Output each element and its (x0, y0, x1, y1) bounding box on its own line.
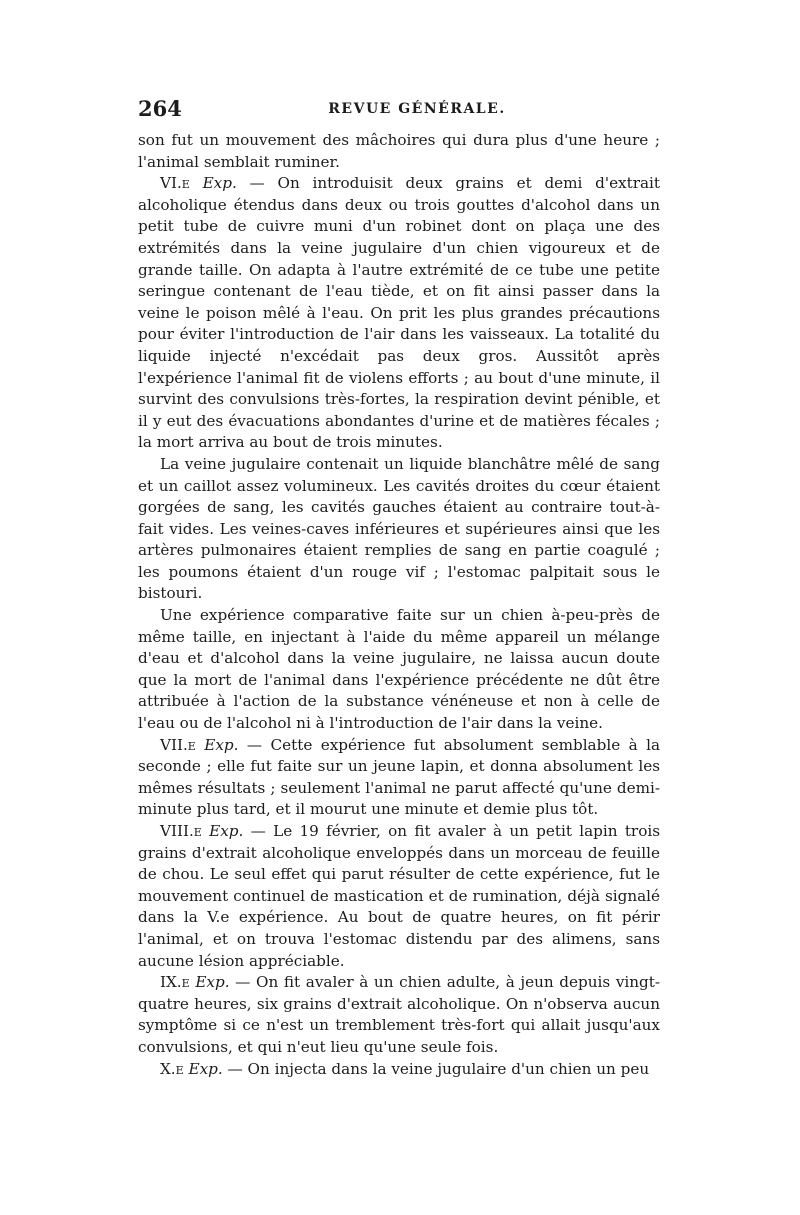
paragraph (138, 605, 660, 735)
experiment-label: Exp. (195, 973, 230, 992)
paragraph-text: — On introduisit deux grains et demi d'extrait alcoholique étendus dans deux ou trois gouttes d'alcohol dans un petit tube de cuivre muni d'un robinet dont on plaça une des extrémités dans la veine jugulaire d'un chien vigoureux et de grande taille. On adapta à l'autre extrémité de ce tube une petite seringue contenant de l'eau tiède, et on fit ainsi passer dans la veine le poison mêlé à l'eau. On prit les plus grandes précautions pour éviter l'introduction de l'air dans les vaisseaux. La totalité du liquide injecté n'excédait pas deux gros. Aussitôt après l'expérience l'animal fit de violens efforts ; au bout d'une minute, il survint des convulsions très-fortes, la respiration devint pénible, et il y eut des évacuations abondantes d'urine et de matières fécales ; la mort arriva au bout de trois minutes. (138, 174, 660, 452)
paragraph (138, 454, 660, 605)
experiment-label: Exp. (188, 1059, 223, 1078)
paragraph-text: La veine jugulaire contenait un liquide blanchâtre mêlé de sang et un caillot assez volumineux. Les cavités droites du cœur étaient gorgées de sang, les cavités gauches étaient au contraire tout-à-fait vides. Les veines-caves inférieures et supérieures ainsi que les artères pulmonaires étaient remplies de sang en partie coagulé ; les poumons étaient d'un rouge vif ; l'estomac palpitait sous le bistouri. (138, 454, 660, 603)
experiment-number: VII.e (160, 735, 205, 754)
experiment-label: Exp. (209, 822, 244, 840)
paragraph-text: — Le 19 février, on fit avaler à un petit lapin trois grains d'extrait alcoholique enveloppés dans un morceau de feuille de chou. Le seul effet qui parut résulter de cette expérience, fut le mouvement continuel de mastication et de rumination, déjà signalé dans la V.e expérience. Au bout de quatre heures, on fit périr l'animal, et on trouva l'estomac distendu par des alimens, sans aucune lésion appréciable. (138, 822, 660, 970)
experiment-number: IX.e (160, 973, 196, 992)
paragraph (138, 821, 660, 972)
book-page (138, 96, 660, 1080)
paragraph (138, 130, 660, 173)
paragraph (138, 173, 660, 454)
page-header (138, 96, 660, 130)
paragraph-text: — On injecta dans la veine jugulaire d'un chien un peu (222, 1059, 650, 1078)
paragraph (138, 735, 660, 821)
page-number: 264 (138, 96, 182, 121)
experiment-number: X.e (160, 1059, 189, 1078)
paragraph (138, 972, 660, 1058)
paragraph (138, 1059, 660, 1081)
experiment-label: Exp. (204, 735, 239, 754)
running-head: REVUE GÉNÉRALE. (328, 101, 506, 117)
paragraph-text: — Cette expérience fut absolument semblable à la seconde ; elle fut faite sur un jeune lapin, et donna absolument les mêmes résultats ; seulement l'animal ne parut affecté qu'une demi-minute plus tard, et il mourut une minute et demie plus tôt. (138, 735, 660, 819)
paragraph-text: son fut un mouvement des mâchoires qui dura plus d'une heure ; l'animal semblait ruminer. (138, 131, 660, 171)
paragraph-text: — On fit avaler à un chien adulte, à jeun depuis vingt-quatre heures, six grains d'extrait alcoholique. On n'observa aucun symptôme si ce n'est un tremblement très-fort qui allait jusqu'aux convulsions, et qui n'eut lieu qu'une seule fois. (138, 973, 660, 1056)
experiment-number: VIII.e (160, 822, 210, 840)
experiment-label: Exp. (202, 174, 237, 193)
paragraph-text: Une expérience comparative faite sur un chien à-peu-près de même taille, en injectant à l'aide du même appareil un mélange d'eau et d'alcohol dans la veine jugulaire, ne laissa aucun doute que la mort de l'animal dans l'expérience précédente ne dût être attribuée à l'action de la substance vénéneuse et non à celle de l'eau ou de l'alcohol ni à l'introduction de l'air dans la veine. (138, 606, 660, 733)
experiment-number: VI.e (160, 174, 203, 193)
page-body (138, 130, 660, 1080)
